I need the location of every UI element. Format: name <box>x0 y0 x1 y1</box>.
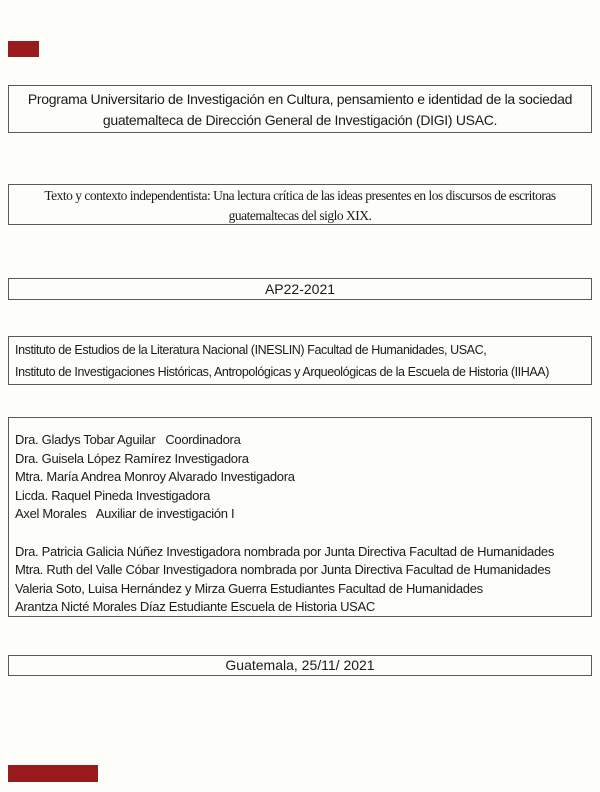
institute-line: Instituto de Investigaciones Históricas, Antropológicas y Arqueológicas de la Escuela de Historia (IIHAA) <box>15 365 549 379</box>
team-member-line: Arantza Nicté Morales Díaz Estudiante Escuela de Historia USAC <box>15 599 376 615</box>
team-group-spacer <box>15 524 589 543</box>
footer-red-bar <box>8 765 98 782</box>
project-title-box <box>8 184 592 225</box>
institute-line: Instituto de Estudios de la Literatura Nacional (INESLIN) Facultad de Humanidades, USAC, <box>15 343 487 357</box>
team-member-line: Dra. Guisela López Ramírez Investigadora <box>15 450 249 466</box>
program-box <box>8 85 592 133</box>
research-team-box <box>8 417 592 617</box>
program-line: guatemalteca de Dirección General de Investigación (DIGI) USAC. <box>102 112 498 128</box>
program-line: Programa Universitario de Investigación en Cultura, pensamiento e identidad de la sociedad <box>27 91 573 107</box>
team-member-line: Mtra. María Andrea Monroy Alvarado Investigadora <box>15 469 295 485</box>
team-member-line: Mtra. Ruth del Valle Cóbar Investigadora nombrada por Junta Directiva Facultad de Humanidades <box>15 562 551 578</box>
project-code-box <box>8 278 592 300</box>
team-member-line: Axel Morales Auxiliar de investigación I <box>15 506 235 522</box>
project-code: AP22-2021 <box>264 281 336 297</box>
date-text: Guatemala, 25/11/ 2021 <box>225 657 375 673</box>
project-title-line: Texto y contexto independentista: Una lectura crítica de las ideas presentes en los discursos de escritoras <box>44 188 556 203</box>
team-member-line: Valeria Soto, Luisa Hernández y Mirza Guerra Estudiantes Facultad de Humanidades <box>15 580 483 596</box>
header-red-bar <box>8 41 39 57</box>
team-member-line: Licda. Raquel Pineda Investigadora <box>15 487 211 503</box>
institutes-box <box>8 336 592 385</box>
project-title-line: guatemaltecas del siglo XIX. <box>228 208 372 223</box>
team-member-line: Dra. Patricia Galicia Núñez Investigadora nombrada por Junta Directiva Facultad de Humanidades <box>15 543 555 559</box>
date-box <box>8 655 592 676</box>
team-member-line: Dra. Gladys Tobar Aguilar Coordinadora <box>15 432 241 447</box>
